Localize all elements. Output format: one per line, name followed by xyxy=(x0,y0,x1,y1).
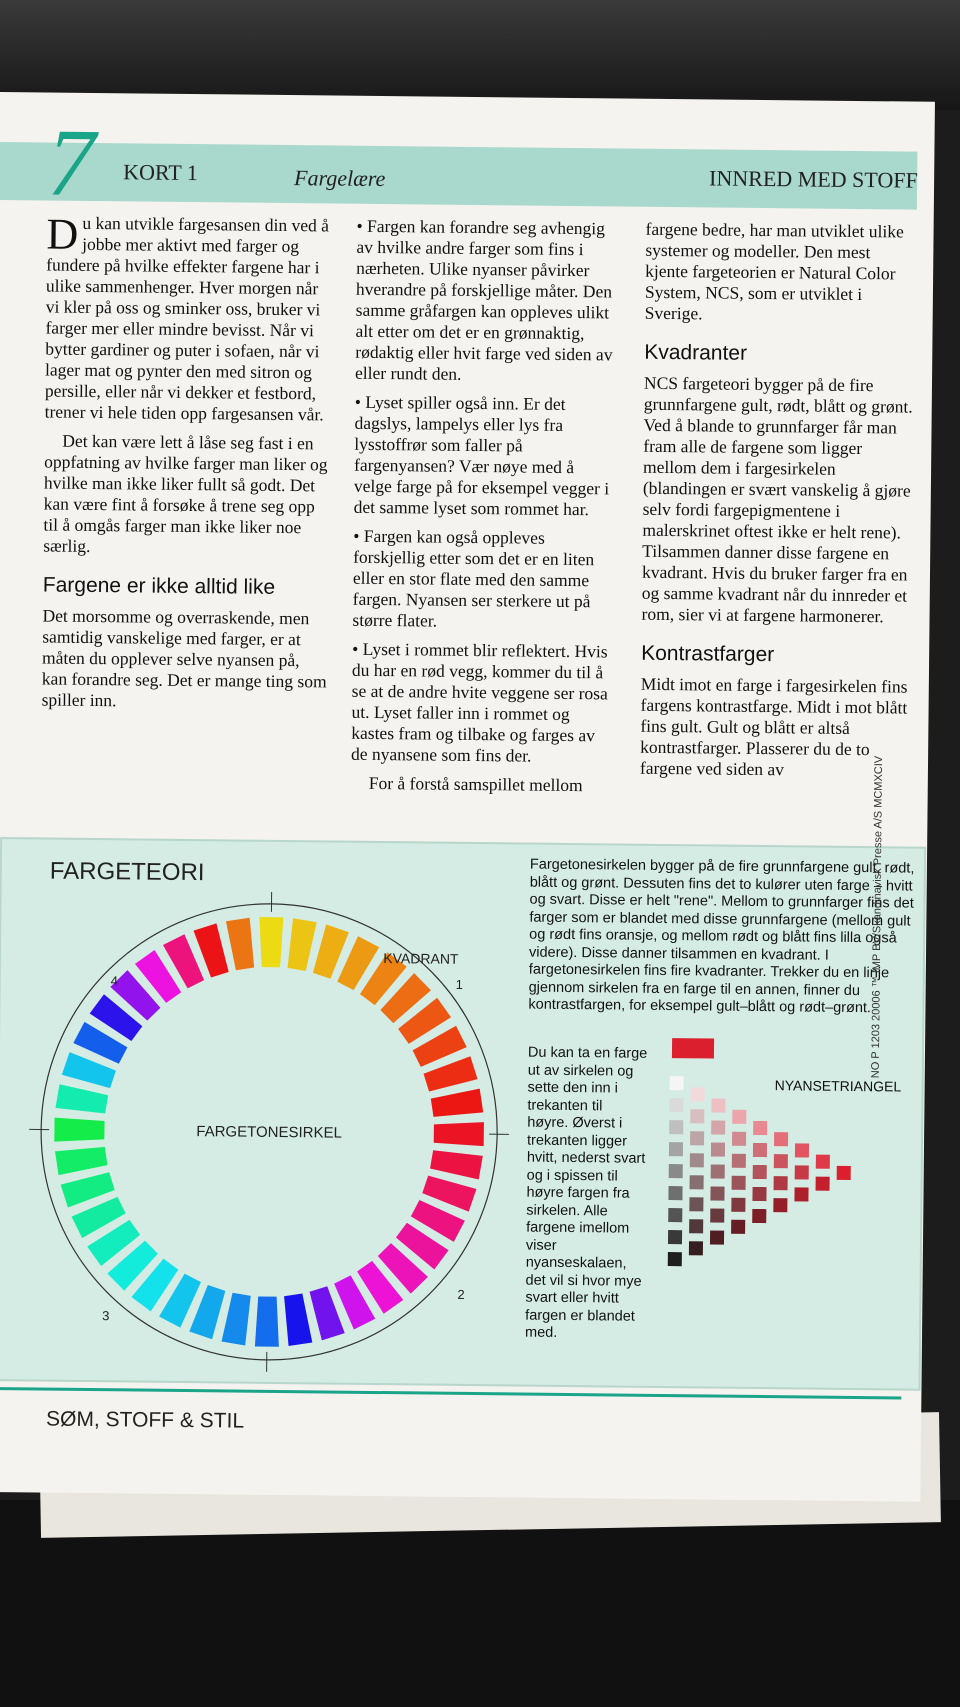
shade-cell xyxy=(668,1186,682,1200)
shade-cell xyxy=(669,1164,683,1178)
copyright-line: NO P 1203 20006 ™ IMP BV/Skandinavisk Presse A/S MCMXCIV xyxy=(869,755,886,1079)
shade-cell xyxy=(710,1230,724,1244)
shade-cell xyxy=(774,1154,788,1168)
text-column-2 xyxy=(351,216,617,805)
shade-cell xyxy=(710,1208,724,1222)
shade-cell xyxy=(669,1098,683,1112)
shade-cell xyxy=(794,1187,808,1201)
shade-cell xyxy=(668,1208,682,1222)
shade-cell xyxy=(731,1220,745,1234)
wheel-label: FARGETONESIRKEL xyxy=(196,1123,343,1142)
wheel-segment xyxy=(431,1088,484,1117)
shade-cell xyxy=(753,1121,767,1135)
paragraph: Midt imot en farge i fargesirkelen fins fargens kontrastfarge. Midt i mot blått fins gult. Gult og blått er altså kontrastfarger. Plasserer du de to fargene ved siden av xyxy=(639,673,908,780)
color-wheel xyxy=(27,889,512,1374)
shade-cell xyxy=(711,1143,725,1157)
shade-cell xyxy=(690,1175,704,1189)
shade-cell xyxy=(732,1132,746,1146)
triangle-cells xyxy=(668,1038,852,1268)
shade-cell xyxy=(670,1076,684,1090)
bullet-paragraph: • Fargen kan også oppleves forskjellig etter som det er en liten eller en stor flate med den samme fargen. Nyansen ser sterkere ut på større flater. xyxy=(352,525,595,631)
wheel-segment xyxy=(225,918,254,971)
wheel-segment xyxy=(255,1296,280,1346)
shade-cell xyxy=(731,1198,745,1212)
wheel-segment xyxy=(259,917,284,967)
bullet-paragraph: • Lyset spiller også inn. Er det dagslys, lampelys eller lys fra lysstoffrør som faller på fargenyansen? Vær nøye med å velge farge på for eksempel vegger i det samme lyset som rommet har. xyxy=(353,391,610,520)
shade-cell xyxy=(669,1142,683,1156)
series-title: INNRED MED STOFF xyxy=(709,165,918,193)
bullet-paragraph: • Lyset i rommet blir reflektert. Hvis du har en rød vegg, kommer du til å se at de andre hvite veggene ser rosa ut. Lyset faller inn i rommet og kastes fram og tilbake og farges av de nyansene som fins der. xyxy=(350,638,608,766)
shade-cell xyxy=(732,1176,746,1190)
paragraph: Det kan være lett å låse seg fast i en oppfatning av hvilke farger man liker og hvilke man ikke liker fullt så godt. Det kan være fint å forsøke å trene seg opp til å omgås farger man ikke liker noe særlig. xyxy=(43,430,328,556)
shade-cell xyxy=(732,1110,746,1124)
paragraph: fargene bedre, har man utviklet ulike systemer og modeller. Den mest kjente fargeteorien er Natural Color System, NCS, som er utviklet i Sverige. xyxy=(644,218,904,324)
footer-title: SØM, STOFF & STIL xyxy=(45,1407,245,1433)
shade-cell xyxy=(732,1154,746,1168)
shade-cell xyxy=(690,1153,704,1167)
subheading: Kvadranter xyxy=(644,340,748,365)
shade-cell xyxy=(711,1121,725,1135)
paragraph: Det morsomme og overraskende, men samtidig vanskelige med farger, er at måten du opplever selve nyansen på, kan forandre seg. Det er mange ting som spiller inn. xyxy=(41,605,327,711)
wheel-segment xyxy=(284,1293,313,1346)
shade-cell xyxy=(711,1099,725,1113)
paragraph: For å forstå samspillet mellom xyxy=(368,772,583,796)
intro-text: u kan utvikle fargesansen din ved å jobbe mer aktivt med farger og fundere på hvilke effekter fargene har i ulike sammenhenger. Hver morgen når vi kler på oss og sminker oss, bruker vi farger mer eller mindre bevisst. Når vi bytter gardiner og puter i sofaen, når vi lager mat og pynter den med sitron og persille, eller når vi dekker et festbord, trener vi hele tiden opp fargesansen vår. xyxy=(44,212,330,425)
shade-cell xyxy=(774,1176,788,1190)
wheel-segment xyxy=(221,1293,250,1346)
section-title: Fargelære xyxy=(293,165,386,192)
shade-cell xyxy=(753,1165,767,1179)
shade-cell xyxy=(690,1109,704,1123)
shade-cell xyxy=(773,1198,787,1212)
subheading: Fargene er ikke alltid like xyxy=(42,573,276,599)
shade-cell xyxy=(690,1087,704,1101)
paragraph: NCS fargeteori bygger på de fire grunnfargene gult, rødt, blått og grønt. Ved å blande to grunnfarger får man fram alle de fargene som ligger mellom dem i fargesirkelen (blandingen er svært vanskelig å gjøre selv fordi fargepigmentene i malerskrinet oftest ikke er helt rene). Tilsammen danner disse fargene en kvadrant. Hvis du bruker farger fra en og samme kvadrant når du innreder et rom, sier vi at fargene harmonerer. xyxy=(641,372,913,627)
figure-description: Fargetonesirkelen bygger på de fire grunnfargene gult, rødt, blått og grønt. Dessuten fins det to kulører uten farge – hvitt og svart. Disse er helt "rene". Mellom to grunnfarger fins det farger som er blandet med disse grunnfargene (mellom gult og rødt fins oransje, og mellom rødt og blått fins lilla også videre). Disse danner tilsammen en kvadrant. I fargetonesirkelen fins fire kvadranter. Trekker du en linje gjennom sirkelen fra en farge til en annen, finner du kontrastfargen, for eksempel gult–blått og rødt–grønt. xyxy=(528,856,915,1017)
quadrant-number: 3 xyxy=(102,1308,110,1324)
shade-cell xyxy=(710,1187,724,1201)
shade-cell xyxy=(752,1187,766,1201)
triangle-title: NYANSETRIANGEL xyxy=(774,1077,902,1095)
text-column-3 xyxy=(640,219,916,790)
figure-title: FARGETEORI xyxy=(49,857,205,887)
text-column-1 xyxy=(41,209,331,721)
chapter-number: 7 xyxy=(46,108,96,216)
shade-cell xyxy=(689,1241,703,1255)
card-label: KORT 1 xyxy=(123,159,198,186)
shade-cell xyxy=(795,1165,809,1179)
shade-cell xyxy=(689,1197,703,1211)
shade-triangle xyxy=(658,1036,881,1278)
wheel-segment xyxy=(54,1118,104,1143)
wheel-segment xyxy=(55,1084,108,1113)
bullet-paragraph: • Fargen kan forandre seg avhengig av hvilke andre farger som fins i nærheten. Ulike nyanser påvirker hverandre på forskjellige måter. Den samme gråfargen kan oppleves ulikt alt etter om det er en grønnaktig, rødaktig eller hvit farge ved siden av eller rundt den. xyxy=(354,215,613,384)
triangle-explanation: Du kan ta en farge ut av sirkelen og sette den inn i trekanten til høyre. Øverst i trekanten ligger hvitt, nederst svart og i spissen til høyre fargen fra sirkelen. Alle fargene imellom viser nyanseskalaen, det vil si hvor mye svart eller hvitt fargen er blandet med. xyxy=(524,1044,648,1341)
quadrant-number: 2 xyxy=(457,1286,465,1302)
shade-cell xyxy=(668,1230,682,1244)
shade-cell xyxy=(752,1209,766,1223)
shade-cell xyxy=(816,1177,830,1191)
shade-cell xyxy=(753,1143,767,1157)
shade-cell xyxy=(689,1219,703,1233)
drop-cap: D xyxy=(46,209,79,259)
wheel-segment xyxy=(288,918,317,971)
kvadrant-label: KVADRANT xyxy=(383,950,459,967)
shade-cell xyxy=(837,1166,851,1180)
shade-cell xyxy=(690,1131,704,1145)
quadrant-number: 4 xyxy=(110,973,119,989)
subheading: Kontrastfarger xyxy=(641,641,775,667)
shade-cell xyxy=(795,1143,809,1157)
wheel-segment xyxy=(434,1122,484,1147)
wheel-segment xyxy=(430,1150,483,1179)
hue-swatch xyxy=(672,1038,714,1058)
wheel-segment xyxy=(55,1146,108,1175)
intro-paragraph xyxy=(44,209,332,425)
shade-cell xyxy=(816,1155,830,1169)
shade-cell xyxy=(774,1132,788,1146)
page xyxy=(0,92,935,1502)
shade-cell xyxy=(711,1165,725,1179)
shade-cell xyxy=(668,1252,682,1266)
shade-cell xyxy=(669,1120,683,1134)
quadrant-number: 1 xyxy=(455,976,463,992)
